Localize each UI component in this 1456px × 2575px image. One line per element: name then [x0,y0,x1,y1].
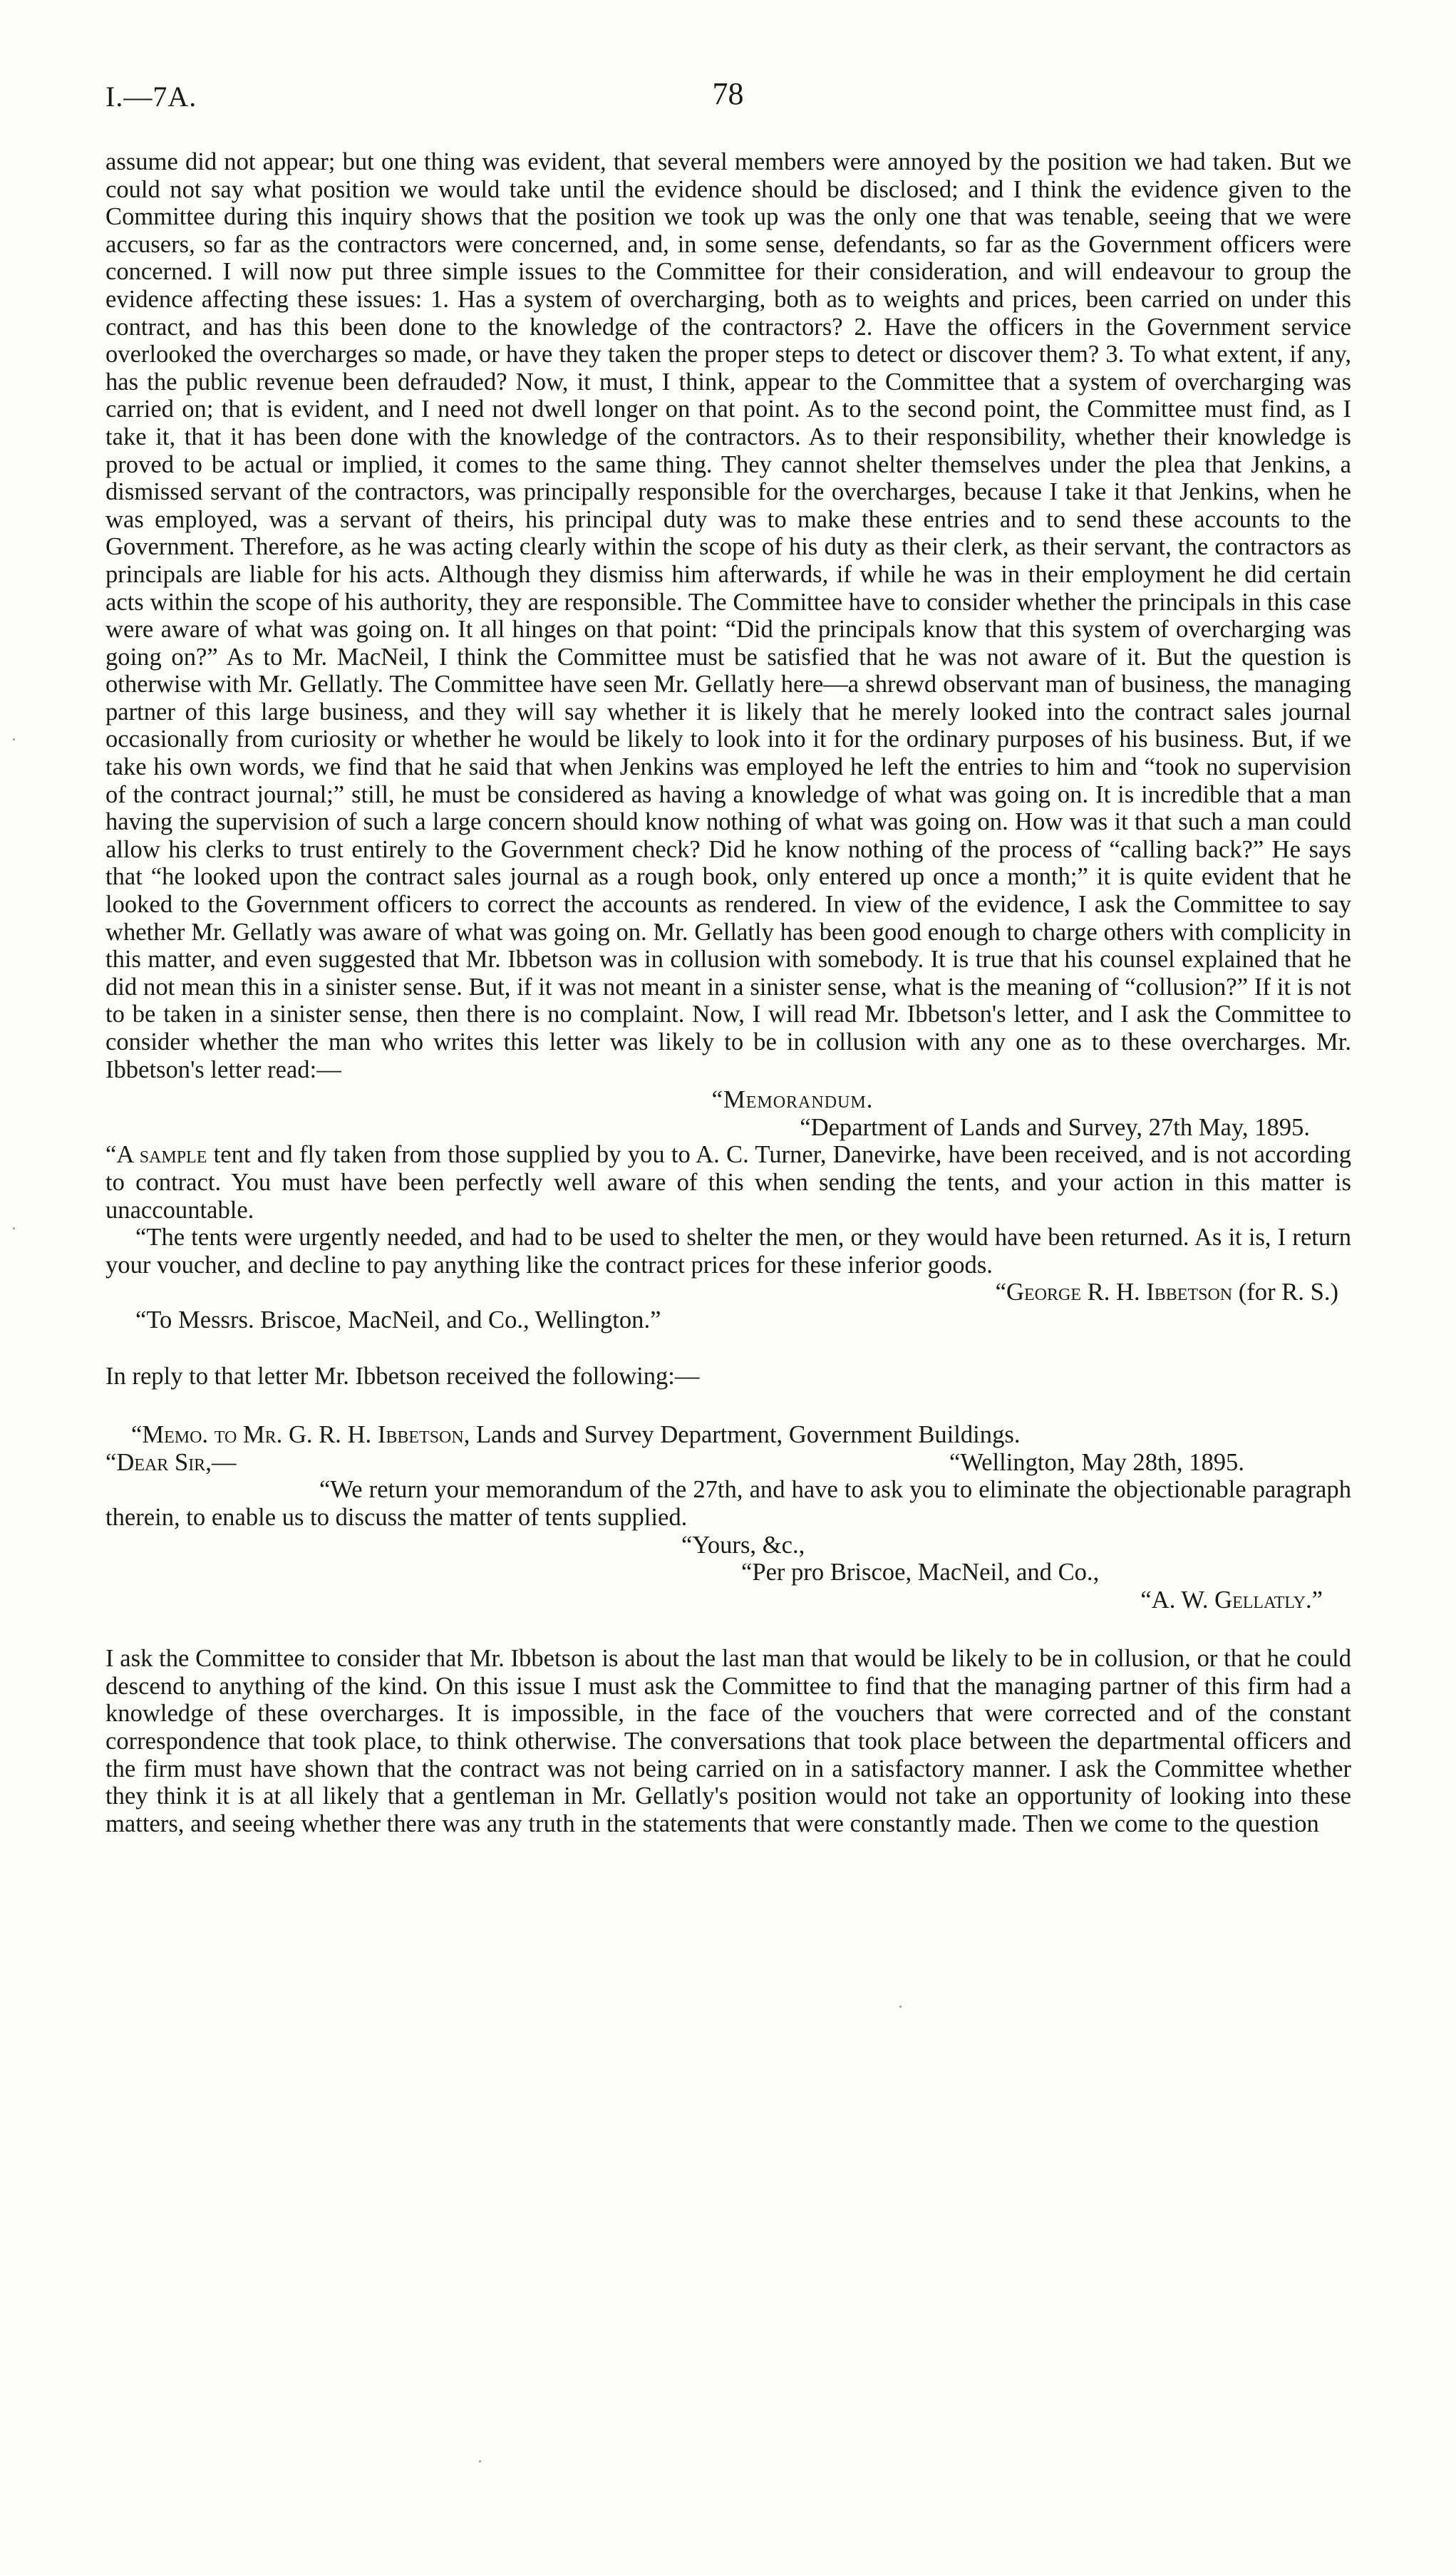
paper-speck [13,1227,15,1229]
reply-signature: “A. W. Gellatly.” [1140,1586,1323,1614]
document-reference: I.—7A. [105,81,197,113]
spacer [105,1334,1351,1363]
memo-body-1-rest: tent and fly taken from those supplied by you to A. C. Turner, Danevirke, have been received, and is not according to contract. You must have been perfectly well aware of this when sending the tents, and your action in this matter is unaccountable. [105,1141,1352,1224]
memo-body-1-smallcaps: sample [139,1141,207,1169]
reply-memo-heading-name: Ibbetson [377,1421,464,1449]
memo-title [234,1086,1351,1114]
memo-body-2: “The tents were urgently needed, and had to be used to shelter the men, or they would have been returned. As it is, I return your voucher, and decline to pay anything like the contract prices for these inferior goods. [105,1224,1351,1279]
reply-memo-heading-lead: “Memo. to Mr. G. R. H. [131,1421,378,1449]
paper-speck [479,2460,481,2462]
memo-signature-lead: “ [995,1279,1007,1306]
spacer [105,1614,1351,1645]
reply-memo-heading-rest: , Lands and Survey Department, Government Buildings. [463,1421,1021,1449]
reply-memo-heading [105,1421,1351,1449]
paragraph-opening: assume did not appear; but one thing was evident, that several members were annoyed by the position we had taken. But we could not say what position we would take until the evidence should be disclosed; and I think the evidence given to the Committee during this inquiry shows that the position we took up was the only one that was tenable, seeing that we were accusers, so far as the contractors were concerned, and, in some sense, defendants, so far as the Government officers were concerned. I will now put three simple issues to the Committee for their consideration, and will endeavour to group the evidence affecting these issues: 1. Has a system of overcharging, both as to weights and prices, been carried on under this contract, and has this been done to the knowledge of the contractors? 2. Have the officers in the Government service overlooked the overcharges so made, or have they taken the proper steps to detect or discover them? 3. To what extent, if any, has the public revenue been defrauded? Now, it must, I think, appear to the Committee that a system of overcharging was carried on; that is evident, and I need not dwell longer on that point. As to the second point, the Committee must find, as I take it, that it has been done with the knowledge of the contractors. As to their responsibility, whether their knowledge is proved to be actual or implied, it comes to the same thing. They cannot shelter themselves under the plea that Jenkins, a dismissed servant of the contractors, was principally responsible for the overcharges, because I take it that Jenkins, when he was employed, was a servant of theirs, his principal duty was to make these entries and to send these accounts to the Government. Therefore, as he was acting clearly within the scope of his duty as their clerk, as their servant, the contractors as principals are liable for his acts. Although they dismiss him afterwards, if while he was in their employment he did certain acts within the scope of his authority, they are responsible. The Committee have to consider whether the principals in this case were aware of what was going on. It all hinges on that point: “Did the principals know that this system of overcharging was going on?” As to Mr. MacNeil, I think the Committee must be satisfied that he was not aware of it. But the question is otherwise with Mr. Gellatly. The Committee have seen Mr. Gellatly here—a shrewd observant man of business, the managing partner of this large business, and they will say whether it is likely that he merely looked into the contract sales journal occasionally from curiosity or whether he would be likely to look into it for the ordinary purposes of his business. But, if we take his own words, we find that he said that when Jenkins was employed he left the entries to him and “took no supervision of the contract journal;” still, he must be considered as having a knowledge of what was going on. It is incredible that a man having the supervision of such a large concern should know nothing of what was going on. How was it that such a man could allow his clerks to trust entirely to the Government check? Did he know nothing of the process of “calling back?” He says that “he looked upon the contract sales journal as a rough book, only entered up once a month;” it is quite evident that he looked to the Government officers to correct the accounts as rendered. In view of the evidence, I ask the Committee to say whether Mr. Gellatly was aware of what was going on. Mr. Gellatly has been good enough to charge others with complicity in this matter, and even suggested that Mr. Ibbetson was in collusion with somebody. It is true that his counsel explained that he did not mean this in a sinister sense. But, if it was not meant in a sinister sense, what is the meaning of “collusion?” If it is not to be taken in a sinister sense, then there is no complaint. Now, I will read Mr. Ibbetson's letter, and I ask the Committee to consider whether the man who writes this letter was likely to be in collusion with any one as to these overcharges. Mr. Ibbetson's letter read:— [105,148,1351,1083]
reply-body: “We return your memorandum of the 27th, and have to ask you to eliminate the objectionable paragraph therein, to enable us to discuss the matter of tents supplied. [105,1476,1351,1531]
paper-speck [13,738,15,740]
paper-speck [899,2006,902,2008]
memo-department-date: “Department of Lands and Survey, 27th May, 1895. [800,1113,1310,1141]
page-body [105,148,1351,1837]
reply-place-date: “Wellington, May 28th, 1895. [949,1448,1244,1476]
reply-salutation-row [105,1449,1351,1477]
paragraph-closing: I ask the Committee to consider that Mr. Ibbetson is about the last man that would be likely to be in collusion, or that he could descend to anything of the kind. On this issue I must ask the Committee to find that the managing partner of this firm had a knowledge of these overcharges. It is impossible, in the face of the vouchers that were corrected and of the constant correspondence that took place, to think otherwise. The conversations that took place between the departmental officers and the firm must have shown that the contract was not being carried on in a satisfactory manner. I ask the Committee whether they think it is at all likely that a gentleman in Mr. Gellatly's position would not take an opportunity of looking into these matters, and seeing whether there was any truth in the statements that were constantly made. Then we come to the question [105,1645,1351,1837]
page-header [0,76,1456,130]
reply-per-pro: “Per pro Briscoe, MacNeil, and Co., [741,1559,1100,1586]
memo-addressee: “To Messrs. Briscoe, MacNeil, and Co., Wellington.” [135,1306,661,1333]
memo-signature-rest: (for R. S.) [1232,1279,1338,1306]
reply-salutation: “Dear Sir,— [105,1448,237,1476]
spacer [105,1390,1351,1421]
paragraph-reply-intro: In reply to that letter Mr. Ibbetson received the following:— [105,1362,700,1390]
memo-signature [105,1279,1351,1306]
memo-body-1 [105,1141,1351,1224]
reply-closing: “Yours, &c., [681,1531,805,1559]
memo-signature-name: George R. H. Ibbetson [1006,1279,1233,1306]
page-number: 78 [712,76,744,111]
memo-title-text: “Memorandum. [711,1086,874,1114]
memo-body-1-lead: “A [105,1141,140,1169]
